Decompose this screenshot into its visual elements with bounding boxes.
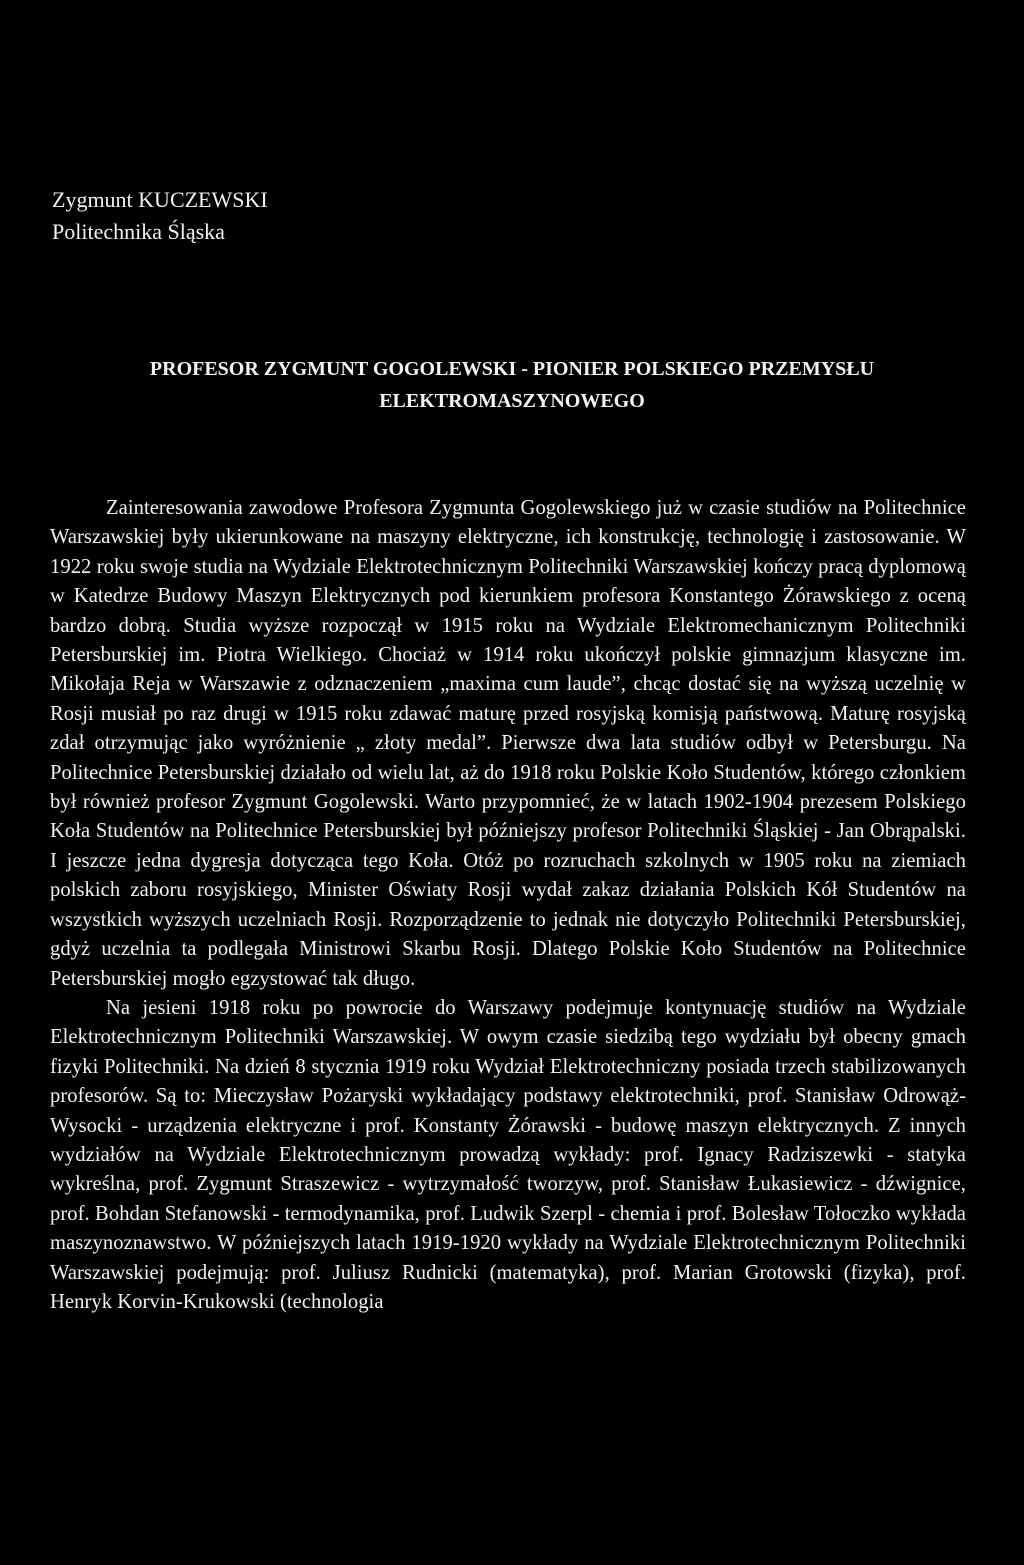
title-line-1: PROFESOR ZYGMUNT GOGOLEWSKI - PIONIER POLSKIEGO PRZEMYSŁU [149,358,875,380]
article-body [50,494,966,1317]
article-title [48,353,976,417]
paragraph-1: Zainteresowania zawodowe Profesora Zygmunta Gogolewskiego już w czasie studiów na Politechnice Warszawskiej były ukierunkowane na maszyny elektryczne, ich konstrukcję, technologię i zastosowanie. W 1922 roku swoje studia na Wydziale Elektrotechnicznym Politechniki Warszawskiej kończy pracą dyplomową w Katedrze Budowy Maszyn Elektrycznych pod kierunkiem profesora Konstantego Żórawskiego z oceną bardzo dobrą. Studia wyższe rozpoczął w 1915 roku na Wydziale Elektromechanicznym Politechniki Petersburskiej im. Piotra Wielkiego. Chociaż w 1914 roku ukończył polskie gimnazjum klasyczne im. Mikołaja Reja w Warszawie z odznaczeniem „maxima cum laude”, chcąc dostać się na wyższą uczelnię w Rosji musiał po raz drugi w 1915 roku zdawać maturę przed rosyjską komisją państwową. Maturę rosyjską zdał otrzymując jako wyróżnienie „ złoty medal”. Pierwsze dwa lata studiów odbył w Petersburgu. Na Politechnice Petersburskiej działało od wielu lat, aż do 1918 roku Polskie Koło Studentów, którego członkiem był również profesor Zygmunt Gogolewski. Warto przypomnieć, że w latach 1902-1904 prezesem Polskiego Koła Studentów na Politechnice Petersburskiej był późniejszy profesor Politechniki Śląskiej - Jan Obrąpalski. I jeszcze jedna dygresja dotycząca tego Koła. Otóż po rozruchach szkolnych w 1905 roku na ziemiach polskich zaboru rosyjskiego, Minister Oświaty Rosji wydał zakaz działania Polskich Kół Studentów na wszystkich wyższych uczelniach Rosji. Rozporządzenie to jednak nie dotyczyło Politechniki Petersburskiej, gdyż uczelnia ta podlegała Ministrowi Skarbu Rosji. Dlatego Polskie Koło Studentów na Politechnice Petersburskiej mogło egzystować tak długo. [50,497,966,990]
paragraph-2: Na jesieni 1918 roku po powrocie do Warszawy podejmuje kontynuację studiów na Wydziale Elektrotechnicznym Politechniki Warszawskiej. W owym czasie siedzibą tego wydziału był obecny gmach fizyki Politechniki. Na dzień 8 stycznia 1919 roku Wydział Elektrotechniczny posiada trzech stabilizowanych profesorów. Są to: Mieczysław Pożaryski wykładający podstawy elektrotechniki, prof. Stanisław Odrowąż-Wysocki - urządzenia elektryczne i prof. Konstanty Żórawski - budowę maszyn elektrycznych. Z innych wydziałów na Wydziale Elektrotechnicznym prowadzą wykłady: prof. Ignacy Radziszewki - statyka wykreślna, prof. Zygmunt Straszewicz - wytrzymałość tworzyw, prof. Stanisław Łukasiewicz - dźwignice, prof. Bohdan Stefanowski - termodynamika, prof. Ludwik Szerpl - chemia i prof. Bolesław Tołoczko wykłada maszynoznawstwo. W późniejszych latach 1919-1920 wykłady na Wydziale Elektrotechnicznym Politechniki Warszawskiej podejmują: prof. Juliusz Rudnicki (matematyka), prof. Marian Grotowski (fizyka), prof. Henryk Korvin-Krukowski (technologia [50,996,966,1313]
author-name: Zygmunt KUCZEWSKI [52,187,268,212]
author-affiliation: Politechnika Śląska [52,219,225,244]
author-block [52,184,268,248]
title-line-2: ELEKTROMASZYNOWEGO [379,390,645,412]
